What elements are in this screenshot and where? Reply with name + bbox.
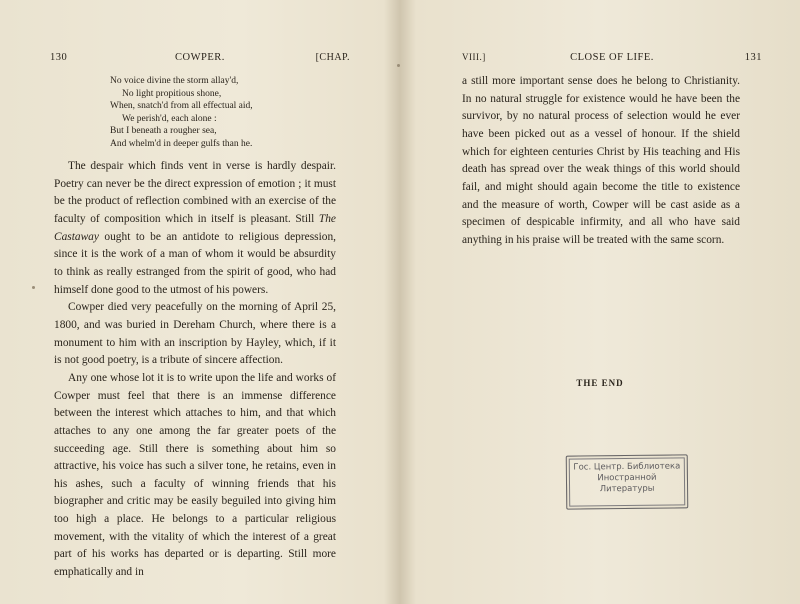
poem-stanza	[110, 75, 370, 150]
poem-line: We perish'd, each alone :	[122, 113, 217, 124]
stamp-line: Иностранной	[597, 472, 657, 484]
library-stamp	[566, 454, 689, 509]
right-chapter-mark: VIII.]	[462, 52, 486, 62]
poem-line: But I beneath a rougher sea,	[110, 126, 217, 136]
the-end-label: THE END	[576, 378, 624, 388]
stamp-line: Гос. Центр. Библиотека	[573, 461, 681, 473]
paragraph-text: ought to be an antidote to religious depression, since it is the work of a man of whom it would be absurdity to think as really estranged from the spirit of good, who had himself done good to the utmost of his powers.	[54, 230, 336, 296]
poem-title: The Castaway	[54, 212, 336, 243]
poem-line: No light propitious shone,	[122, 88, 222, 99]
paragraph	[54, 158, 336, 299]
left-body-text	[54, 158, 336, 582]
margin-mark	[32, 286, 35, 289]
stamp-line: Литературы	[599, 483, 655, 495]
poem-line: When, snatch'd from all effectual aid,	[110, 101, 253, 111]
gutter-mark	[397, 64, 400, 67]
left-running-title: COWPER.	[175, 52, 225, 63]
paragraph-text: The despair which finds vent in verse is hardly despair. Poetry can never be the direct expression of emotion ; it must be the product of reflection combined with an exercise of the faculty of composition which in itself is pleasant. Still	[54, 160, 336, 225]
poem-line: No voice divine the storm allay'd,	[110, 76, 239, 86]
right-page-number: 131	[744, 52, 762, 63]
poem-line: And whelm'd in deeper gulfs than he.	[110, 138, 253, 149]
right-running-title: CLOSE OF LIFE.	[570, 52, 654, 63]
left-chapter-mark: [CHAP.	[315, 52, 350, 63]
paragraph: Any one whose lot it is to write upon the life and works of Cowper must feel that there is an immense difference between the interest which attaches to him, and that which attaches to any one among the far greater poets of the succeeding age. Still there is something about him so attractive, his voice has such a silver tone, he retains, even in his ashes, such a faculty of winning friends that his biographer and critic may be easily beguiled into giving him too high a place. He belongs to a particular religious movement, with the vitality of which the interest of a great part of his works has departed or is departing. Still more emphatically and in	[54, 371, 336, 579]
right-body-text	[462, 73, 740, 250]
right-page	[400, 0, 800, 604]
left-page-number: 130	[50, 52, 68, 63]
paragraph: a still more important sense does he belong to Christianity. In no natural struggle for existence would he have been the survivor, by no natural process of selection would he ever have been picked out as a vessel of honour. If the shield which for eighteen centuries Christ by His teaching and His death has spread over the weak things of this world should fail, and might should again become the title to existence and the measure of worth, Cowper will be cast aside as a specimen of despicable infirmity, and all who have said anything in his praise will be treated with the same scorn.	[462, 75, 740, 246]
paragraph: Cowper died very peacefully on the morning of April 25, 1800, and was buried in Dereham Church, where there is a monument to him with an inscription by Hayley, which, if it is not good poetry, is a tribute of sincere affection.	[54, 301, 336, 367]
